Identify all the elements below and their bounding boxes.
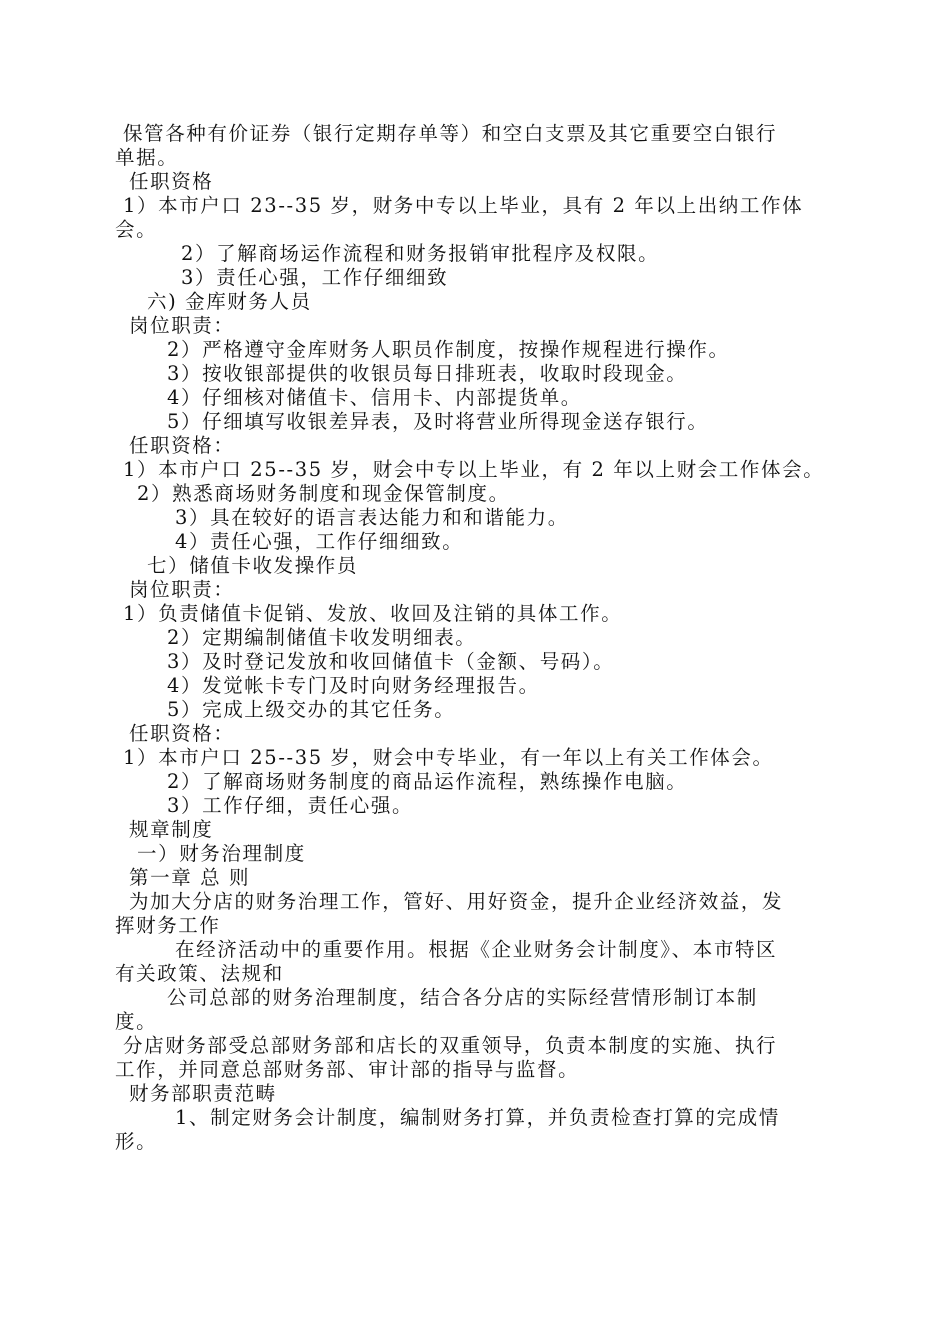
list-item: 2）熟悉商场财务制度和现金保管制度。 bbox=[137, 482, 510, 505]
text-line: 公司总部的财务治理制度，结合各分店的实际经营情形制订本制 bbox=[167, 986, 758, 1009]
section-heading: 任职资格 bbox=[129, 170, 214, 193]
list-item: 1、制定财务会计制度，编制财务打算，并负责检查打算的完成情 bbox=[175, 1106, 780, 1129]
text-line: 有关政策、法规和 bbox=[115, 962, 284, 985]
text-line: 工作，并同意总部财务部、审计部的指导与监督。 bbox=[115, 1058, 580, 1081]
list-item: 4）仔细核对储值卡、信用卡、内部提货单。 bbox=[167, 386, 582, 409]
document-body bbox=[115, 122, 835, 1154]
text-line: 分店财务部受总部财务部和店长的双重领导，负责本制度的实施、执行 bbox=[123, 1034, 778, 1057]
list-item: 3）具在较好的语言表达能力和和谐能力。 bbox=[175, 506, 569, 529]
list-item: 3）工作仔细，责任心强。 bbox=[167, 794, 414, 817]
list-item: 2）定期编制储值卡收发明细表。 bbox=[167, 626, 477, 649]
text-line: 单据。 bbox=[115, 146, 179, 169]
list-item: 3）及时登记发放和收回储值卡（金额、号码）。 bbox=[167, 650, 615, 673]
section-heading: 任职资格： bbox=[129, 722, 235, 745]
list-item: 1）本市户口 25--35 岁，财会中专以上毕业，有 2 年以上财会工作体会。 bbox=[123, 458, 825, 481]
text-line: 在经济活动中的重要作用。根据《企业财务会计制度》、本市特区 bbox=[175, 938, 778, 961]
list-item: 4）发觉帐卡专门及时向财务经理报告。 bbox=[167, 674, 540, 697]
text-line: 为加大分店的财务治理工作，管好、用好资金，提升企业经济效益，发 bbox=[129, 890, 784, 913]
list-item: 5）完成上级交办的其它任务。 bbox=[167, 698, 456, 721]
text-line: 1）本市户口 23--35 岁，财务中专以上毕业，具有 2 年以上出纳工作体 bbox=[123, 194, 804, 217]
text-line: 度。 bbox=[115, 1010, 158, 1033]
list-item: 5）仔细填写收银差异表，及时将营业所得现金送存银行。 bbox=[167, 410, 709, 433]
list-item: 2）了解商场运作流程和财务报销审批程序及权限。 bbox=[181, 242, 660, 265]
list-item: 2）了解商场财务制度的商品运作流程，熟练操作电脑。 bbox=[167, 770, 688, 793]
section-heading: 七）储值卡收发操作员 bbox=[147, 554, 359, 577]
section-heading: 规章制度 bbox=[129, 818, 214, 841]
chapter-heading: 第一章 总 则 bbox=[129, 866, 251, 889]
list-item: 2）严格遵守金库财务人职员作制度，按操作规程进行操作。 bbox=[167, 338, 730, 361]
list-item: 3）责任心强，工作仔细细致 bbox=[181, 266, 449, 289]
section-heading: 一）财务治理制度 bbox=[137, 842, 306, 865]
text-line: 形。 bbox=[115, 1130, 158, 1153]
text-line: 保管各种有价证券（银行定期存单等）和空白支票及其它重要空白银行 bbox=[123, 122, 778, 145]
list-item: 1）负责储值卡促销、发放、收回及注销的具体工作。 bbox=[123, 602, 623, 625]
list-item: 1）本市户口 25--35 岁，财会中专毕业，有一年以上有关工作体会。 bbox=[123, 746, 774, 769]
section-heading: 六) 金库财务人员 bbox=[147, 290, 312, 313]
text-line: 会。 bbox=[115, 218, 158, 241]
list-item: 3）按收银部提供的收银员每日排班表，收取时段现金。 bbox=[167, 362, 688, 385]
text-line: 挥财务工作 bbox=[115, 914, 221, 937]
section-heading: 岗位职责： bbox=[129, 314, 235, 337]
section-heading: 财务部职责范畴 bbox=[129, 1082, 277, 1105]
list-item: 4）责任心强，工作仔细细致。 bbox=[175, 530, 464, 553]
section-heading: 任职资格： bbox=[129, 434, 235, 457]
section-heading: 岗位职责： bbox=[129, 578, 235, 601]
